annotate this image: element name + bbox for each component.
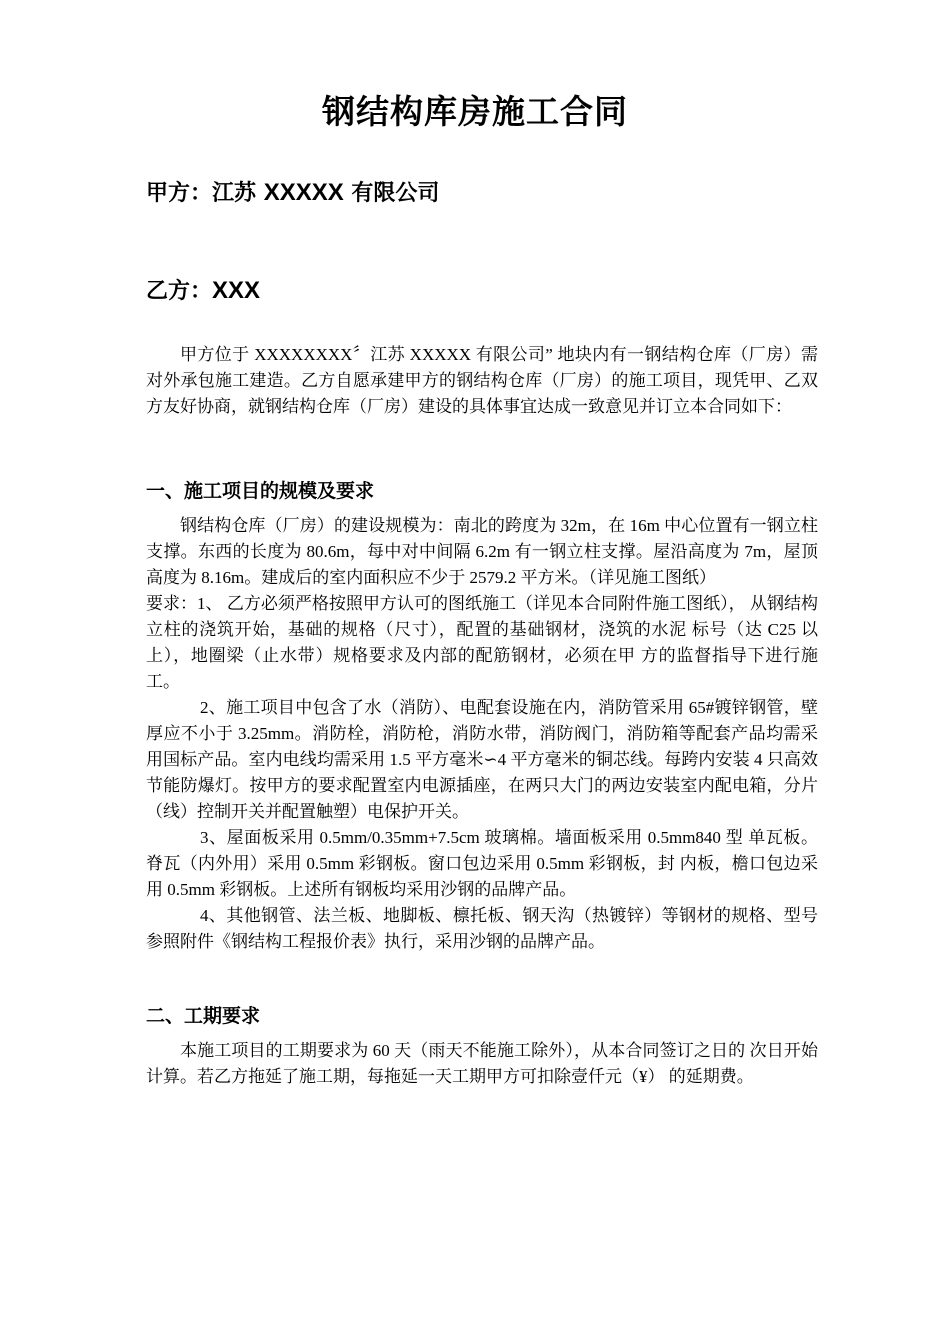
section-1-body [146,513,818,955]
section-1-paragraph-req-3: 3、屋面板采用 0.5mm/0.35mm+7.5cm 玻璃棉。墙面板采用 0.5mm840 型 单瓦板。脊瓦（内外用）采用 0.5mm 彩钢板。窗口包边采用 0.5mm 彩钢板，封 内板，檐口包边采用 0.5mm 彩钢板。上述所有钢板均采用沙钢的品牌产品。 [146,828,818,899]
section-1-paragraph-scale: 钢结构仓库（厂房）的建设规模为：南北的跨度为 32m，在 16m 中心位置有一钢立柱支撑。东西的长度为 80.6m，每中对中间隔 6.2m 有一钢立柱支撑。屋沿高度为 7m，屋顶高度为 8.16m。建成后的室内面积应不少于 2579.2 平方米。（详见施工图纸） [146,516,818,587]
section-2-paragraph-schedule: 本施工项目的工期要求为 60 天（雨天不能施工除外），从本合同签订之日的 次日开始计算。若乙方拖延了施工期，每拖延一天工期甲方可扣除壹仟元（¥） 的延期费。 [146,1041,818,1086]
party-b-line [146,274,260,305]
party-a-name-pre: 江苏 [212,181,264,206]
section-1-heading: 一、施工项目的规模及要求 [146,480,375,502]
party-b-name: XXX [212,277,261,304]
party-a-name-latin: XXXXX [263,179,344,206]
section-1-paragraph-req-1: 要求：1、 乙方必须严格按照甲方认可的图纸施工（详见本合同附件施工图纸）， 从钢结构立柱的浇筑开始，基础的规格（尺寸），配置的基础钢材，浇筑的水泥 标号（达 C25 以上），地圈梁（止水带）规格要求及内部的配筋钢材，必须在甲 方的监督指导下进行施工。 [146,594,818,691]
document-title: 钢结构库房施工合同 [322,92,628,131]
section-1-paragraph-req-2: 2、施工项目中包含了水（消防）、电配套设施在内，消防管采用 65#镀锌钢管，壁厚应不小于 3.25mm。消防栓，消防枪，消防水带，消防阀门，消防箱等配套产品均需采用国标产品。室内电线均需采用 1.5 平方毫米∽4 平方毫米的铜芯线。每跨内安装 4 只高效节能防爆灯。按甲方的要求配置室内电源插座，在两只大门的两边安装室内配电箱，分片（线）控制开关并配置触塑）电保护开关。 [146,698,818,821]
section-1-paragraph-req-4: 4、其他钢管、法兰板、地脚板、檩托板、钢天沟（热镀锌）等钢材的规格、型号参照附件《钢结构工程报价表》执行，采用沙钢的品牌产品。 [146,906,818,951]
intro-paragraph [146,342,818,420]
section-2-body [146,1038,818,1090]
party-a-name-post: 有限公司 [343,181,440,206]
party-b-label: 乙方： [146,279,213,304]
party-a-line [146,176,439,207]
party-a-label: 甲方： [146,181,213,206]
intro-text: 甲方位于 XXXXXXXX〞江苏 XXXXX 有限公司” 地块内有一钢结构仓库（厂房）需对外承包施工建造。乙方自愿承建甲方的钢结构仓库（厂房）的施工项目，现凭甲、乙双方友好协商，就钢结构仓库（厂房）建设的具体事宜达成一致意见并订立本合同如下： [146,345,818,416]
section-2-heading: 二、工期要求 [146,1005,261,1027]
